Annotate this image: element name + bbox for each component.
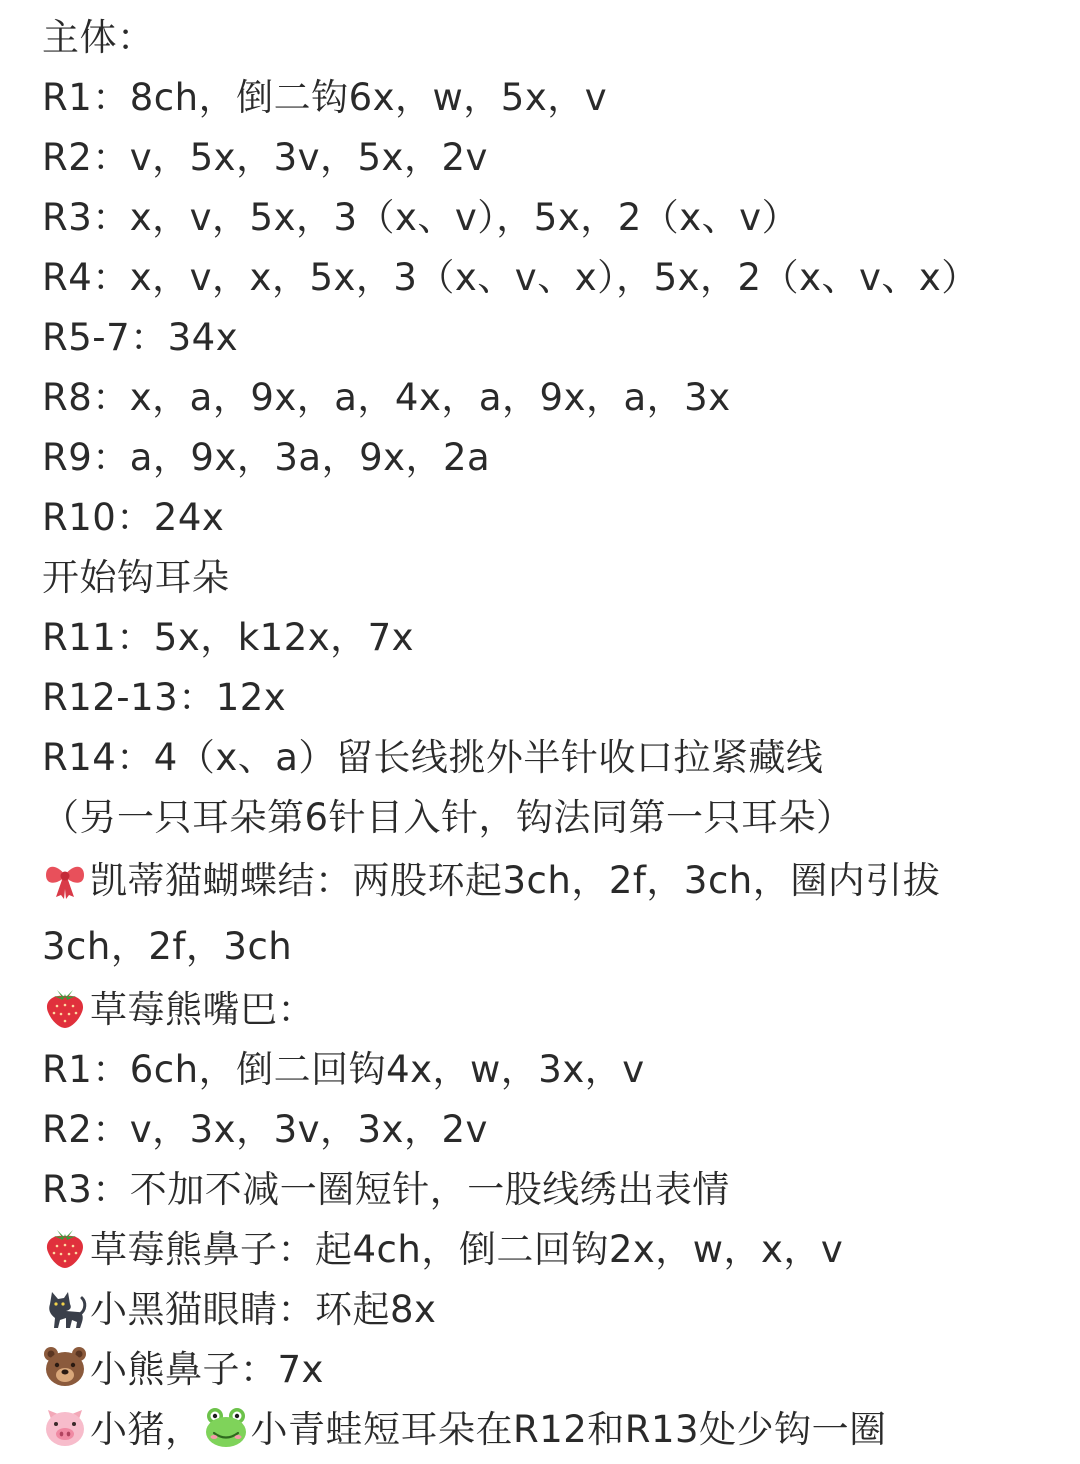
text-line <box>42 488 1062 548</box>
line-text: 小熊鼻子：7x <box>90 1348 324 1391</box>
line-text: R2：v，5x，3v，5x，2v <box>42 136 488 179</box>
line-text: R2：v，3x，3v，3x，2v <box>42 1108 488 1151</box>
line-text: 开始钩耳朵 <box>42 556 230 599</box>
line-text: 凯蒂猫蝴蝶结：两股环起3ch，2f，3ch，圈内引拔 <box>90 859 941 902</box>
text-line <box>42 368 1062 428</box>
text-line <box>42 248 1062 308</box>
text-line <box>42 1280 1062 1340</box>
line-text: （另一只耳朵第6针目入针，钩法同第一只耳朵） <box>42 796 854 839</box>
line-text: 小黑猫眼睛：环起8x <box>90 1288 437 1331</box>
text-line <box>42 914 1062 980</box>
text-line <box>42 68 1062 128</box>
line-text: 小青蛙短耳朵在R12和R13处少钩一圈 <box>250 1408 887 1451</box>
strawberry-icon <box>42 984 88 1030</box>
line-text: R1：6ch，倒二回钩4x，w，3x，v <box>42 1048 645 1091</box>
black-cat-icon <box>42 1284 88 1330</box>
line-text: R11：5x，k12x，7x <box>42 616 415 659</box>
text-line <box>42 308 1062 368</box>
line-text: R8：x，a，9x，a，4x，a，9x，a，3x <box>42 376 731 419</box>
text-line <box>42 128 1062 188</box>
text-line <box>42 788 1062 848</box>
text-line <box>42 1220 1062 1280</box>
line-text: R1：8ch，倒二钩6x，w，5x，v <box>42 76 608 119</box>
line-text: 3ch，2f，3ch <box>42 925 293 968</box>
text-line <box>42 188 1062 248</box>
line-text: R4：x，v，x，5x，3（x、v、x），5x，2（x、v、x） <box>42 256 979 299</box>
text-line <box>42 980 1062 1040</box>
line-text: R14：4（x、a）留长线挑外半针收口拉紧藏线 <box>42 736 824 779</box>
text-line <box>42 728 1062 788</box>
bow-icon <box>42 855 88 901</box>
line-text: R3：不加不减一圈短针，一股线绣出表情 <box>42 1168 730 1211</box>
line-text: R10：24x <box>42 496 225 539</box>
text-line <box>42 848 1062 914</box>
line-text: 草莓熊嘴巴： <box>90 988 315 1031</box>
text-line <box>42 1100 1062 1160</box>
line-text: 主体： <box>42 16 155 59</box>
text-line <box>42 668 1062 728</box>
text-line <box>42 1160 1062 1220</box>
line-text: R5-7：34x <box>42 316 239 359</box>
line-text: 小猪， <box>90 1408 203 1451</box>
pattern-document <box>42 8 1062 1460</box>
text-line <box>42 1340 1062 1400</box>
text-line <box>42 1400 1062 1460</box>
text-line <box>42 1040 1062 1100</box>
pig-face-icon <box>42 1404 88 1450</box>
line-text: R3：x，v，5x，3（x、v），5x，2（x、v） <box>42 196 800 239</box>
bear-face-icon <box>42 1344 88 1390</box>
line-text: R9：a，9x，3a，9x，2a <box>42 436 491 479</box>
line-text: R12-13：12x <box>42 676 287 719</box>
text-line <box>42 548 1062 608</box>
strawberry-icon <box>42 1224 88 1270</box>
text-line <box>42 8 1062 68</box>
line-text: 草莓熊鼻子：起4ch，倒二回钩2x，w，x，v <box>90 1228 844 1271</box>
text-line <box>42 608 1062 668</box>
frog-face-icon <box>203 1404 249 1450</box>
text-line <box>42 428 1062 488</box>
